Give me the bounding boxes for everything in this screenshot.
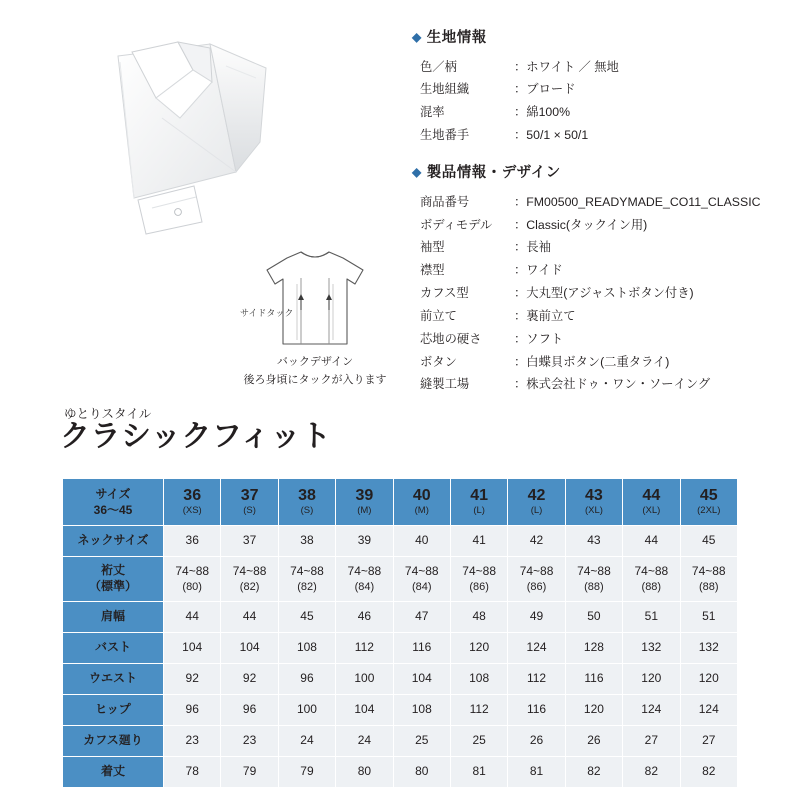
product-key-factory: 縫製工場 — [420, 377, 470, 392]
product-key-code: 商品番号 — [420, 194, 470, 209]
cell-neck-38: 38 — [278, 526, 335, 557]
cell-shoulder-44: 51 — [623, 602, 680, 633]
cell-length-38: 79 — [278, 757, 335, 788]
cell-neck-44: 44 — [623, 526, 680, 557]
cell-neck-45: 45 — [680, 526, 737, 557]
cell-length-41: 81 — [450, 757, 507, 788]
product-key-placket: 前立て — [420, 308, 457, 323]
back-design-illustration — [215, 248, 415, 408]
value: 74~88 — [462, 564, 496, 579]
fit-title: クラシックフィット — [60, 420, 332, 453]
cell-waist-44: 120 — [623, 664, 680, 695]
size-chart-corner-header — [63, 479, 164, 526]
product-key-sleeve: 袖型 — [420, 240, 445, 255]
cell-hip-41: 112 — [450, 695, 507, 726]
table-row — [420, 260, 761, 283]
table-row — [420, 214, 761, 237]
cell-length-42: 81 — [508, 757, 565, 788]
value: 74~88 — [519, 564, 554, 579]
table-row — [420, 351, 761, 374]
size-tag: (M) — [357, 505, 372, 517]
table-row — [420, 124, 619, 147]
subvalue: (86) — [526, 580, 547, 593]
cell-bust-42: 124 — [508, 633, 565, 664]
subvalue: (80) — [182, 580, 202, 593]
cell-waist-45: 120 — [680, 664, 737, 695]
cell-shoulder-38: 45 — [278, 602, 335, 633]
cell-waist-43: 116 — [565, 664, 622, 695]
cell-neck-43: 43 — [565, 526, 622, 557]
row-label-neck: ネックサイズ — [63, 526, 164, 557]
size-column-header-37 — [221, 479, 278, 526]
cell-neck-36: 36 — [164, 526, 221, 557]
cell-length-36: 78 — [164, 757, 221, 788]
table-row — [420, 56, 619, 79]
subvalue: (88) — [698, 580, 719, 593]
product-value-collar: ：ワイド — [514, 263, 563, 278]
cell-bust-43: 128 — [565, 633, 622, 664]
size-column-header-39 — [336, 479, 393, 526]
size-tag: (XL) — [642, 505, 661, 517]
subvalue: (88) — [641, 580, 662, 593]
fabric-key-composition: 混率 — [420, 105, 445, 120]
cell-neck-42: 42 — [508, 526, 565, 557]
cell-waist-41: 108 — [450, 664, 507, 695]
product-value-factory: ：株式会社ドゥ・ワン・ソーイング — [514, 377, 711, 392]
subvalue: (84) — [411, 580, 432, 593]
cell-sleeve-40 — [393, 557, 450, 602]
size-column-header-43 — [565, 479, 622, 526]
size-tag: (L) — [530, 505, 543, 517]
value: 74~88 — [634, 564, 669, 579]
value: 74~88 — [175, 564, 210, 579]
subvalue: (84) — [354, 580, 375, 593]
table-row — [63, 602, 738, 633]
product-value-interlining: ：ソフト — [514, 331, 564, 346]
size-tag: (M) — [414, 505, 429, 517]
value: 74~88 — [577, 564, 611, 579]
product-value-code: ：FM00500_READYMADE_CO11_CLASSIC — [514, 194, 761, 209]
product-info-heading-text: 製品情報・デザイン — [426, 165, 561, 182]
fabric-info-table — [420, 56, 619, 147]
table-row — [63, 695, 738, 726]
size-number: 38 — [298, 486, 316, 504]
row-label-sleeve-length-line2: （標準） — [88, 579, 137, 593]
row-label-hip: ヒップ — [63, 695, 164, 726]
size-number: 43 — [585, 486, 603, 504]
cell-shoulder-42: 49 — [508, 602, 565, 633]
cell-sleeve-37 — [221, 557, 278, 602]
fabric-key-weave: 生地組織 — [420, 82, 470, 97]
cell-bust-41: 120 — [450, 633, 507, 664]
size-column-header-36 — [164, 479, 221, 526]
row-label-cuff: カフス廻り — [63, 726, 164, 757]
product-info-heading — [412, 161, 792, 182]
cell-cuff-39: 24 — [336, 726, 393, 757]
size-number: 36 — [183, 486, 202, 504]
cell-shoulder-39: 46 — [336, 602, 393, 633]
cell-waist-37: 92 — [221, 664, 278, 695]
cell-cuff-36: 23 — [164, 726, 221, 757]
value: 74~88 — [232, 564, 267, 579]
cell-cuff-45: 27 — [680, 726, 737, 757]
product-key-button: ボタン — [420, 354, 457, 369]
cell-waist-42: 112 — [508, 664, 565, 695]
table-row — [63, 557, 738, 602]
cell-bust-37: 104 — [221, 633, 278, 664]
cell-cuff-43: 26 — [565, 726, 622, 757]
fabric-key-yarn-count: 生地番手 — [420, 127, 470, 142]
cell-neck-40: 40 — [393, 526, 450, 557]
cell-shoulder-37: 44 — [221, 602, 278, 633]
cell-sleeve-39 — [336, 557, 393, 602]
size-number: 40 — [412, 486, 431, 504]
diamond-icon: ◆ — [412, 30, 422, 44]
fabric-value-weave: ：ブロード — [514, 82, 576, 97]
row-label-sleeve-length-line1: 裄丈 — [100, 563, 125, 578]
row-label-length: 着丈 — [63, 757, 164, 788]
size-tag: (S) — [243, 505, 256, 517]
table-row — [420, 237, 761, 260]
table-row — [420, 305, 761, 328]
fit-title-block — [60, 404, 332, 455]
cell-length-44: 82 — [623, 757, 680, 788]
cell-hip-40: 108 — [393, 695, 450, 726]
value: 74~88 — [404, 564, 439, 579]
table-row — [63, 726, 738, 757]
size-number: 41 — [470, 486, 489, 504]
cell-sleeve-44 — [623, 557, 680, 602]
size-chart-corner-line2: 36～45 — [93, 503, 133, 517]
size-chart-corner-line1: サイズ — [95, 486, 131, 501]
product-value-placket: ：裏前立て — [514, 308, 576, 323]
cell-cuff-38: 24 — [278, 726, 335, 757]
fabric-value-composition: ：綿100% — [514, 105, 571, 120]
cell-bust-36: 104 — [164, 633, 221, 664]
side-tack-label: サイドタック — [240, 308, 294, 318]
cell-length-40: 80 — [393, 757, 450, 788]
fabric-value-color: ：ホワイト ／ 無地 — [514, 59, 619, 74]
shirt-product-photo — [60, 22, 360, 237]
cell-neck-37: 37 — [221, 526, 278, 557]
value: 74~88 — [347, 564, 382, 579]
cell-cuff-37: 23 — [221, 726, 278, 757]
fabric-info-heading-text: 生地情報 — [426, 30, 487, 46]
product-value-body-model: ：Classic(タックイン用) — [514, 217, 648, 232]
back-design-caption-line1: バックデザイン — [276, 356, 354, 368]
table-row — [420, 79, 619, 102]
table-row — [420, 102, 619, 125]
cell-shoulder-40: 47 — [393, 602, 450, 633]
subvalue: (82) — [297, 580, 317, 593]
fit-subtitle: ゆとりスタイル — [64, 407, 152, 421]
product-value-sleeve: ：長袖 — [514, 240, 551, 255]
product-value-cuff: ：大丸型(アジャストボタン付き) — [514, 286, 694, 301]
cell-hip-45: 124 — [680, 695, 737, 726]
cell-hip-43: 120 — [565, 695, 622, 726]
cell-shoulder-36: 44 — [164, 602, 221, 633]
size-number: 37 — [240, 486, 259, 504]
size-chart-header-row — [63, 479, 738, 526]
size-tag: (L) — [473, 505, 485, 517]
size-tag: (XL) — [584, 505, 603, 517]
cell-hip-39: 104 — [336, 695, 393, 726]
table-row — [63, 633, 738, 664]
value: 74~88 — [290, 564, 324, 579]
cell-length-43: 82 — [565, 757, 622, 788]
fabric-value-yarn-count: ：50/1 × 50/1 — [514, 127, 589, 142]
size-column-header-45 — [680, 479, 737, 526]
specifications-column — [412, 26, 792, 411]
table-row — [420, 283, 761, 306]
size-chart-table — [62, 478, 738, 788]
cell-sleeve-38 — [278, 557, 335, 602]
back-shirt-outline-svg — [235, 248, 395, 353]
cell-length-37: 79 — [221, 757, 278, 788]
cell-shoulder-43: 50 — [565, 602, 622, 633]
size-tag: (S) — [300, 505, 314, 517]
size-tag: (XS) — [182, 505, 202, 517]
diamond-icon: ◆ — [412, 165, 422, 180]
product-key-collar: 襟型 — [420, 263, 445, 278]
subvalue: (88) — [584, 580, 604, 593]
product-key-cuff: カフス型 — [420, 286, 469, 301]
cell-bust-40: 116 — [393, 633, 450, 664]
table-row — [63, 526, 738, 557]
row-label-waist: ウエスト — [63, 664, 164, 695]
cell-sleeve-45 — [680, 557, 737, 602]
cell-waist-40: 104 — [393, 664, 450, 695]
table-row — [63, 757, 738, 788]
product-key-body-model: ボディモデル — [420, 217, 493, 232]
cell-hip-38: 100 — [278, 695, 335, 726]
size-number: 44 — [642, 486, 661, 504]
size-number: 42 — [527, 486, 546, 504]
product-info-table — [420, 191, 761, 396]
cell-bust-38: 108 — [278, 633, 335, 664]
table-row — [420, 374, 761, 397]
cell-shoulder-41: 48 — [450, 602, 507, 633]
cell-cuff-41: 25 — [450, 726, 507, 757]
table-row — [63, 664, 738, 695]
size-chart — [62, 478, 738, 788]
size-column-header-44 — [623, 479, 680, 526]
table-row — [420, 328, 761, 351]
size-number: 45 — [699, 486, 718, 504]
size-column-header-42 — [508, 479, 565, 526]
cell-bust-39: 112 — [336, 633, 393, 664]
cell-hip-42: 116 — [508, 695, 565, 726]
back-design-caption-line2: 後ろ身頃にタックが入ります — [243, 373, 387, 386]
product-value-button: ：白蝶貝ボタン(二重タライ) — [514, 354, 670, 369]
cell-bust-45: 132 — [680, 633, 737, 664]
cell-neck-39: 39 — [336, 526, 393, 557]
size-number: 39 — [355, 486, 374, 504]
size-column-header-38 — [278, 479, 335, 526]
cell-waist-39: 100 — [336, 664, 393, 695]
cell-sleeve-41 — [450, 557, 507, 602]
fabric-info-heading — [412, 26, 792, 47]
size-column-header-41 — [450, 479, 507, 526]
fabric-key-color: 色／柄 — [420, 59, 457, 74]
cell-sleeve-36 — [164, 557, 221, 602]
cell-cuff-40: 25 — [393, 726, 450, 757]
cell-hip-36: 96 — [164, 695, 221, 726]
row-label-shoulder: 肩幅 — [63, 602, 164, 633]
size-tag: (2XL) — [697, 505, 721, 517]
cell-shoulder-45: 51 — [680, 602, 737, 633]
cell-hip-37: 96 — [221, 695, 278, 726]
table-row — [420, 191, 761, 214]
cell-cuff-44: 27 — [623, 726, 680, 757]
row-label-sleeve-length — [63, 557, 164, 602]
cell-neck-41: 41 — [450, 526, 507, 557]
cell-length-39: 80 — [336, 757, 393, 788]
subvalue: (82) — [239, 580, 260, 593]
row-label-bust: バスト — [63, 633, 164, 664]
cell-waist-36: 92 — [164, 664, 221, 695]
subvalue: (86) — [469, 580, 489, 593]
cell-waist-38: 96 — [278, 664, 335, 695]
cell-bust-44: 132 — [623, 633, 680, 664]
cell-sleeve-43 — [565, 557, 622, 602]
cell-length-45: 82 — [680, 757, 737, 788]
cell-sleeve-42 — [508, 557, 565, 602]
value: 74~88 — [691, 564, 726, 579]
product-key-interlining: 芯地の硬さ — [420, 331, 482, 346]
shirt-illustration-svg — [60, 22, 360, 237]
cell-hip-44: 124 — [623, 695, 680, 726]
size-column-header-40 — [393, 479, 450, 526]
cell-cuff-42: 26 — [508, 726, 565, 757]
